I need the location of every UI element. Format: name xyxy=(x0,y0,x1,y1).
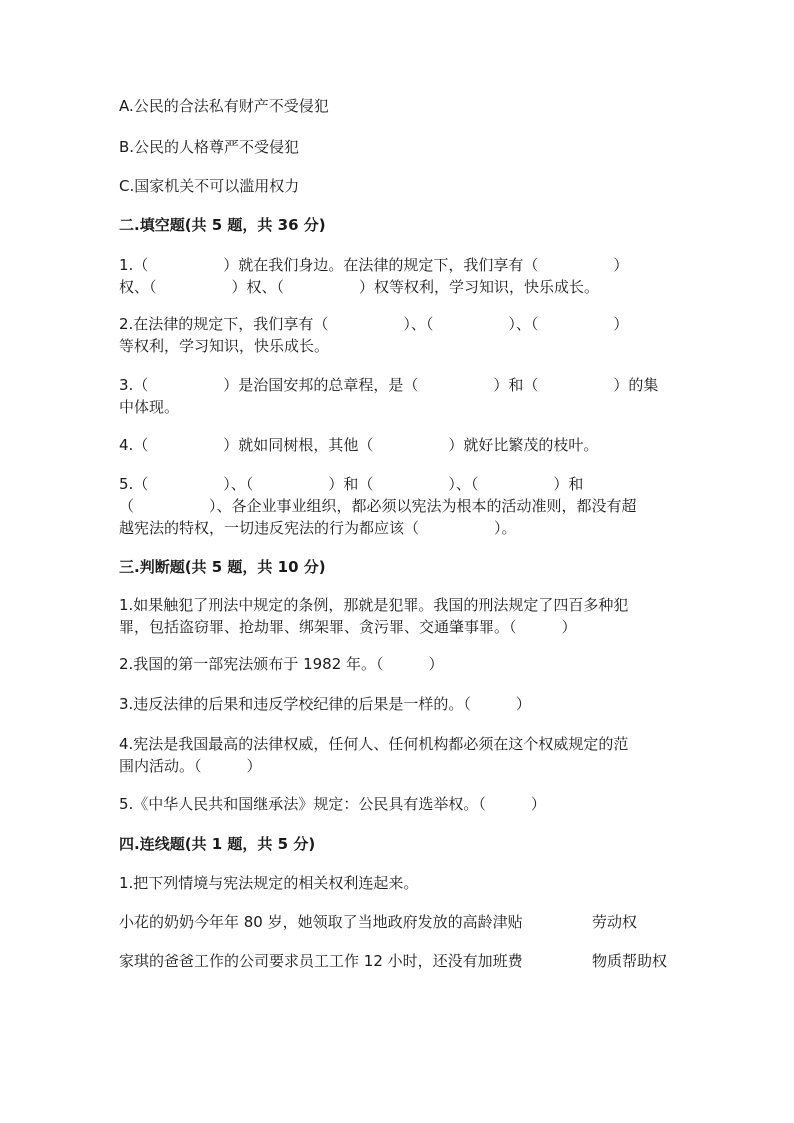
fill-q3-line2: 中体现。 xyxy=(119,398,180,416)
fill-q3-line1: 3.（ ）是治国安邦的总章程，是（ ）和（ ）的集 xyxy=(119,376,659,394)
fill-q1-line1: 1.（ ）就在我们身边。在法律的规定下，我们享有（ ） xyxy=(119,256,629,274)
option-a: A.公民的合法私有财产不受侵犯 xyxy=(119,97,329,115)
match-right-item-2: 物质帮助权 xyxy=(592,952,668,970)
fill-q1-line2: 权、（ ）权、（ ）权等权利，学习知识，快乐成长。 xyxy=(119,278,600,296)
option-b: B.公民的人格尊严不受侵犯 xyxy=(119,138,300,156)
fill-q5-line3: 越宪法的特权，一切违反宪法的行为都应该（ ）。 xyxy=(119,519,517,537)
match-left-item-2: 家琪的爸爸工作的公司要求员工工作 12 小时，还没有加班费 xyxy=(119,952,523,970)
option-c: C.国家机关不可以滥用权力 xyxy=(119,177,300,195)
match-right-item-1: 劳动权 xyxy=(592,913,638,931)
fill-q5-line1: 5.（ ）、（ ）和（ ）、（ ）和 xyxy=(119,475,584,493)
judge-q1-line2: 罪，包括盗窃罪、抢劫罪、绑架罪、贪污罪、交通肇事罪。（ ） xyxy=(119,618,577,636)
judge-q3-line1: 3.违反法律的后果和违反学校纪律的后果是一样的。（ ） xyxy=(119,695,531,713)
section-heading-true-false: 三.判断题(共 5 题，共 10 分) xyxy=(119,558,326,576)
fill-q5-line2: （ ）、各企业事业组织，都必须以宪法为根本的活动准则，都没有超 xyxy=(119,497,637,515)
section-heading-matching: 四.连线题(共 1 题，共 5 分) xyxy=(119,835,316,853)
fill-q2-line2: 等权利，学习知识，快乐成长。 xyxy=(119,337,330,355)
section-heading-fill-blank: 二.填空题(共 5 题，共 36 分) xyxy=(119,216,326,234)
judge-q1-line1: 1.如果触犯了刑法中规定的条例，那就是犯罪。我国的刑法规定了四百多种犯 xyxy=(119,596,629,614)
match-q1-prompt: 1.把下列情境与宪法规定的相关权利连起来。 xyxy=(119,874,419,892)
judge-q4-line1: 4.宪法是我国最高的法律权威，任何人、任何机构都必须在这个权威规定的范 xyxy=(119,735,629,753)
match-left-item-1: 小花的奶奶今年年 80 岁，她领取了当地政府发放的高龄津贴 xyxy=(119,913,523,931)
judge-q5-line1: 5.《中华人民共和国继承法》规定：公民具有选举权。（ ） xyxy=(119,795,546,813)
judge-q4-line2: 围内活动。（ ） xyxy=(119,757,262,775)
fill-q2-line1: 2.在法律的规定下，我们享有（ ）、（ ）、（ ） xyxy=(119,315,629,333)
fill-q4-line1: 4.（ ）就如同树根，其他（ ）就好比繁茂的枝叶。 xyxy=(119,436,599,454)
judge-q2-line1: 2.我国的第一部宪法颁布于 1982 年。（ ） xyxy=(119,655,444,673)
